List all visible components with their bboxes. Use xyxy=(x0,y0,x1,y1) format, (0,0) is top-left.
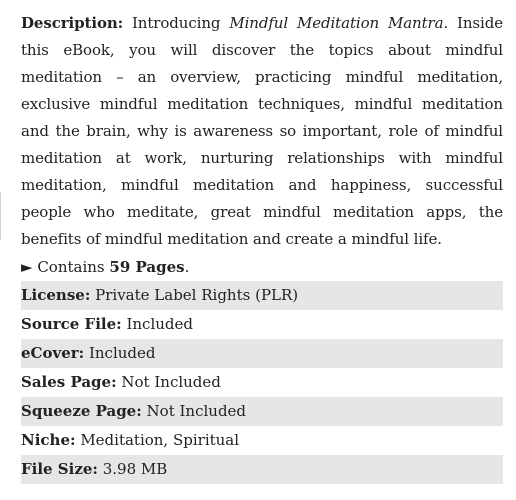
detail-row-source-file xyxy=(21,310,503,339)
product-details xyxy=(21,10,503,484)
detail-key: Squeeze Page: xyxy=(21,402,142,420)
detail-key: Sales Page: xyxy=(21,373,117,391)
detail-value: Not Included xyxy=(146,402,247,420)
description-body: . Inside this eBook, you will discover the topics about mindful meditation – an overview, practicing mindful meditation, exclusive mindful meditation techniques, mindful meditation and the brain, why is awareness so important, role of mindful meditation at work, nurturing relationships with mindful meditation, mindful meditation and happiness, successful people who meditate, great mindful meditation apps, the benefits of mindful meditation and create a mindful life. xyxy=(21,14,503,248)
detail-key: Source File: xyxy=(21,315,122,333)
detail-value: Private Label Rights (PLR) xyxy=(95,286,299,304)
detail-key: Niche: xyxy=(21,431,76,449)
detail-row-ecover xyxy=(21,339,503,368)
contains-suffix: . xyxy=(184,258,190,276)
detail-row-niche xyxy=(21,426,503,455)
ebook-title: Mindful Meditation Mantra xyxy=(229,14,444,32)
detail-value: 3.98 MB xyxy=(102,460,168,478)
left-divider xyxy=(0,192,1,240)
detail-value: Not Included xyxy=(121,373,221,391)
detail-value: Meditation, Spiritual xyxy=(80,431,240,449)
detail-row-sales-page xyxy=(21,368,503,397)
page-count: 59 Pages xyxy=(109,258,185,276)
detail-row-file-size xyxy=(21,455,503,484)
description-paragraph xyxy=(21,10,503,253)
detail-key: File Size: xyxy=(21,460,98,478)
detail-value: Included xyxy=(126,315,193,333)
arrow-icon: ► xyxy=(21,258,33,276)
detail-key: License: xyxy=(21,286,91,304)
details-list xyxy=(21,281,503,484)
description-label: Description: xyxy=(21,14,124,32)
contains-prefix: Contains xyxy=(37,258,105,276)
detail-row-license xyxy=(21,281,503,310)
detail-key: eCover: xyxy=(21,344,85,362)
description-intro: Introducing xyxy=(131,14,221,32)
detail-value: Included xyxy=(88,344,156,362)
detail-row-squeeze-page xyxy=(21,397,503,426)
page-count-line xyxy=(21,253,503,281)
